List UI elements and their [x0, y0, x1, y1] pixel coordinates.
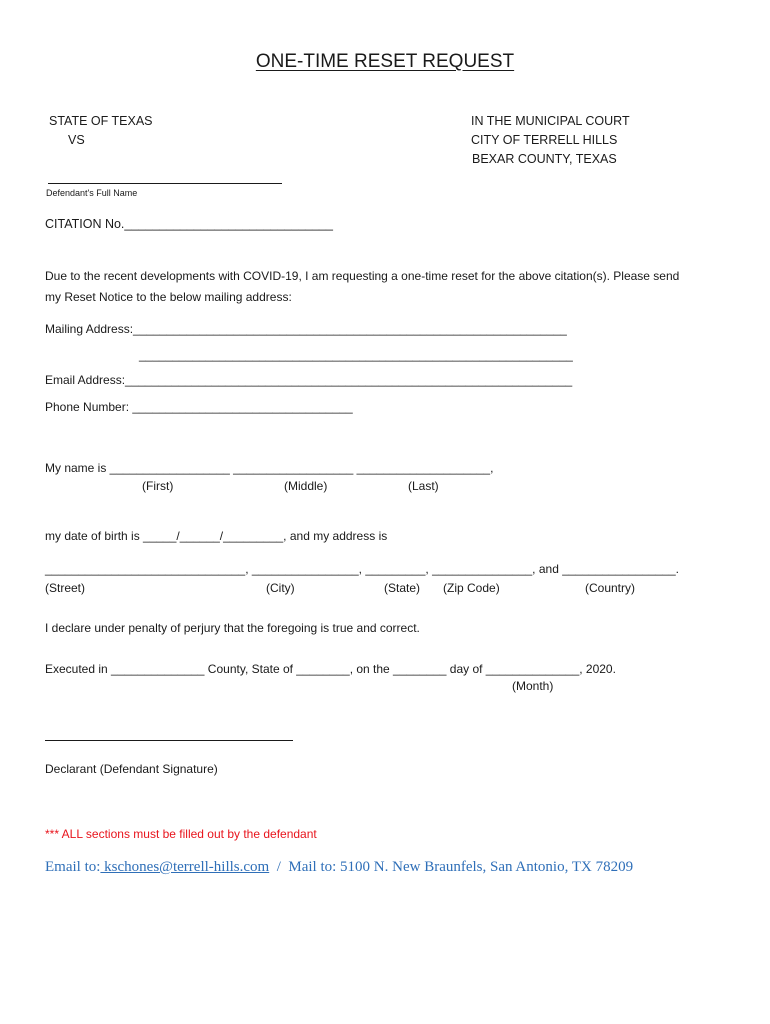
- month-label: (Month): [512, 679, 554, 693]
- perjury-declaration: I declare under penalty of perjury that the foregoing is true and correct.: [45, 621, 420, 635]
- defendant-name-line[interactable]: [48, 183, 282, 184]
- last-name-label: (Last): [408, 479, 439, 493]
- state-of-texas: STATE OF TEXAS: [49, 114, 153, 128]
- address-field[interactable]: ______________________________, ________________, _________, _______________, and _________________.: [45, 562, 679, 576]
- city-label: (City): [266, 581, 295, 595]
- required-warning: *** ALL sections must be filled out by the defendant: [45, 827, 317, 841]
- defendant-name-label: Defendant's Full Name: [46, 188, 138, 198]
- court-city: CITY OF TERRELL HILLS: [471, 133, 618, 147]
- page-title: ONE-TIME RESET REQUEST: [255, 51, 515, 72]
- contact-line: [45, 860, 633, 875]
- mailing-address-field[interactable]: Mailing Address:_________________________________________________________________: [45, 322, 567, 336]
- intro-line-2: my Reset Notice to the below mailing address:: [45, 290, 292, 304]
- country-label: (Country): [585, 581, 636, 595]
- court-county: BEXAR COUNTY, TEXAS: [472, 152, 617, 166]
- mailing-address-line-2[interactable]: _________________________________________________________________: [139, 348, 573, 362]
- zip-code-label: (Zip Code): [443, 581, 500, 595]
- street-label: (Street): [45, 581, 86, 595]
- intro-line-1: Due to the recent developments with COVID-19, I am requesting a one-time reset for the above citation(s). Please send: [45, 269, 680, 283]
- email-address-field[interactable]: Email Address:___________________________________________________________________: [45, 373, 573, 387]
- citation-field[interactable]: CITATION No.______________________________: [45, 217, 333, 231]
- email-prefix: Email to:: [45, 859, 101, 875]
- mail-address: / Mail to: 5100 N. New Braunfels, San Antonio, TX 78209: [269, 859, 634, 875]
- court-name: IN THE MUNICIPAL COURT: [471, 114, 630, 128]
- name-field[interactable]: My name is __________________ __________________ ____________________,: [45, 461, 494, 475]
- executed-field[interactable]: Executed in ______________ County, State of ________, on the ________ day of ______________, 2020.: [45, 662, 616, 676]
- vs-label: VS: [68, 133, 85, 147]
- signature-label: Declarant (Defendant Signature): [45, 762, 218, 776]
- date-of-birth-field[interactable]: my date of birth is _____/______/_________, and my address is: [45, 529, 388, 543]
- signature-line[interactable]: [45, 740, 293, 741]
- email-link[interactable]: kschones@terrell-hills.com: [100, 859, 270, 875]
- middle-name-label: (Middle): [284, 479, 328, 493]
- state-label: (State): [384, 581, 421, 595]
- phone-number-field[interactable]: Phone Number: _________________________________: [45, 400, 353, 414]
- first-name-label: (First): [142, 479, 174, 493]
